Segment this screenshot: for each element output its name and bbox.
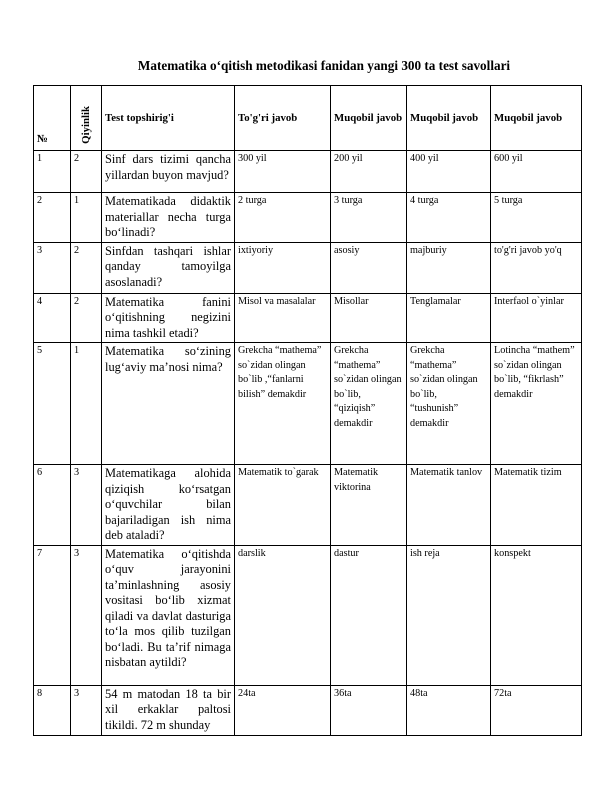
row-difficulty: 2 [71, 242, 102, 293]
row-difficulty: 1 [71, 193, 102, 243]
table-row [34, 685, 582, 735]
row-alternative-2: Matematik tanlov [407, 465, 491, 546]
row-number: 1 [34, 151, 71, 193]
header-number: № [34, 86, 71, 151]
row-number: 4 [34, 293, 71, 343]
row-difficulty: 2 [71, 151, 102, 193]
row-correct-answer: Matematik to`garak [235, 465, 331, 546]
row-alternative-1: 3 turga [331, 193, 407, 243]
table-row [34, 545, 582, 685]
row-question: Matematika so‘zining lug‘aviy ma’nosi nima? [102, 343, 235, 465]
row-alternative-3: 5 turga [491, 193, 582, 243]
row-alternative-3: Interfaol o`yinlar [491, 293, 582, 343]
row-question: Matematikaga alohida qiziqish ko‘rsatgan o‘quvchilar bilan bajariladigan ish nima deb ataladi? [102, 465, 235, 546]
row-number: 6 [34, 465, 71, 546]
test-questions-table [33, 85, 582, 736]
row-difficulty: 2 [71, 293, 102, 343]
table-row [34, 242, 582, 293]
table-row [34, 465, 582, 546]
row-correct-answer: 300 yil [235, 151, 331, 193]
header-difficulty [71, 86, 102, 151]
row-alternative-1: asosiy [331, 242, 407, 293]
row-alternative-3: Lotincha “mathem” so`zidan olingan bo`lib, “fikrlash” demakdir [491, 343, 582, 465]
header-alternative-3: Muqobil javob [491, 86, 582, 151]
table-row [34, 151, 582, 193]
row-alternative-1: dastur [331, 545, 407, 685]
header-alternative-1: Muqobil javob [331, 86, 407, 151]
row-number: 5 [34, 343, 71, 465]
row-alternative-1: Grekcha “mathema” so`zidan olingan bo`lib, “qiziqish” demakdir [331, 343, 407, 465]
row-alternative-2: Tenglamalar [407, 293, 491, 343]
row-difficulty: 3 [71, 685, 102, 735]
table-row [34, 193, 582, 243]
row-question: Matematika fanini o‘qitishning negizini nima tashkil etadi? [102, 293, 235, 343]
row-correct-answer: darslik [235, 545, 331, 685]
header-correct-answer: To'g'ri javob [235, 86, 331, 151]
row-alternative-1: 200 yil [331, 151, 407, 193]
row-correct-answer: Grekcha “mathema” so`zidan olingan bo`lib ,“fanlarni bilish” demakdir [235, 343, 331, 465]
row-alternative-3: konspekt [491, 545, 582, 685]
row-alternative-2: 48ta [407, 685, 491, 735]
row-alternative-3: Matematik tizim [491, 465, 582, 546]
row-number: 7 [34, 545, 71, 685]
row-correct-answer: ixtiyoriy [235, 242, 331, 293]
row-alternative-1: Misollar [331, 293, 407, 343]
page-title: Matematika o‘qitish metodikasi fanidan yangi 300 ta test savollari [137, 58, 511, 73]
header-task: Test topshirig'i [102, 86, 235, 151]
row-difficulty: 3 [71, 545, 102, 685]
row-correct-answer: 24ta [235, 685, 331, 735]
row-alternative-2: ish reja [407, 545, 491, 685]
table-row [34, 343, 582, 465]
row-alternative-3: to'g'ri javob yo'q [491, 242, 582, 293]
row-alternative-2: 400 yil [407, 151, 491, 193]
row-question: Sinf dars tizimi qancha yillardan buyon mavjud? [102, 151, 235, 193]
header-row [34, 86, 582, 151]
row-number: 2 [34, 193, 71, 243]
row-difficulty: 3 [71, 465, 102, 546]
row-alternative-2: majburiy [407, 242, 491, 293]
row-alternative-3: 600 yil [491, 151, 582, 193]
header-alternative-2: Muqobil javob [407, 86, 491, 151]
row-question: Matematikada didaktik materiallar necha turga bo‘linadi? [102, 193, 235, 243]
header-difficulty-label: Qiyinlik [80, 106, 92, 144]
row-question: 54 m matodan 18 ta bir xil erkaklar paltosi tikildi. 72 m shunday [102, 685, 235, 735]
row-question: Matematika o‘qitishda o‘quv jarayonini ta’minlashning asosiy vositasi bo‘lib xizmat qiladi va davlat dasturiga to‘la mos qilib tuzilgan bo‘ladi. Bu ta’rif nimaga nisbatan aytildi? [102, 545, 235, 685]
row-number: 8 [34, 685, 71, 735]
row-correct-answer: Misol va masalalar [235, 293, 331, 343]
row-question: Sinfdan tashqari ishlar qanday tamoyilga asoslanadi? [102, 242, 235, 293]
row-alternative-1: 36ta [331, 685, 407, 735]
row-alternative-3: 72ta [491, 685, 582, 735]
table-row [34, 293, 582, 343]
row-alternative-2: Grekcha “mathema” so`zidan olingan bo`lib, “tushunish” demakdir [407, 343, 491, 465]
row-alternative-2: 4 turga [407, 193, 491, 243]
row-number: 3 [34, 242, 71, 293]
row-difficulty: 1 [71, 343, 102, 465]
row-alternative-1: Matematik viktorina [331, 465, 407, 546]
row-correct-answer: 2 turga [235, 193, 331, 243]
